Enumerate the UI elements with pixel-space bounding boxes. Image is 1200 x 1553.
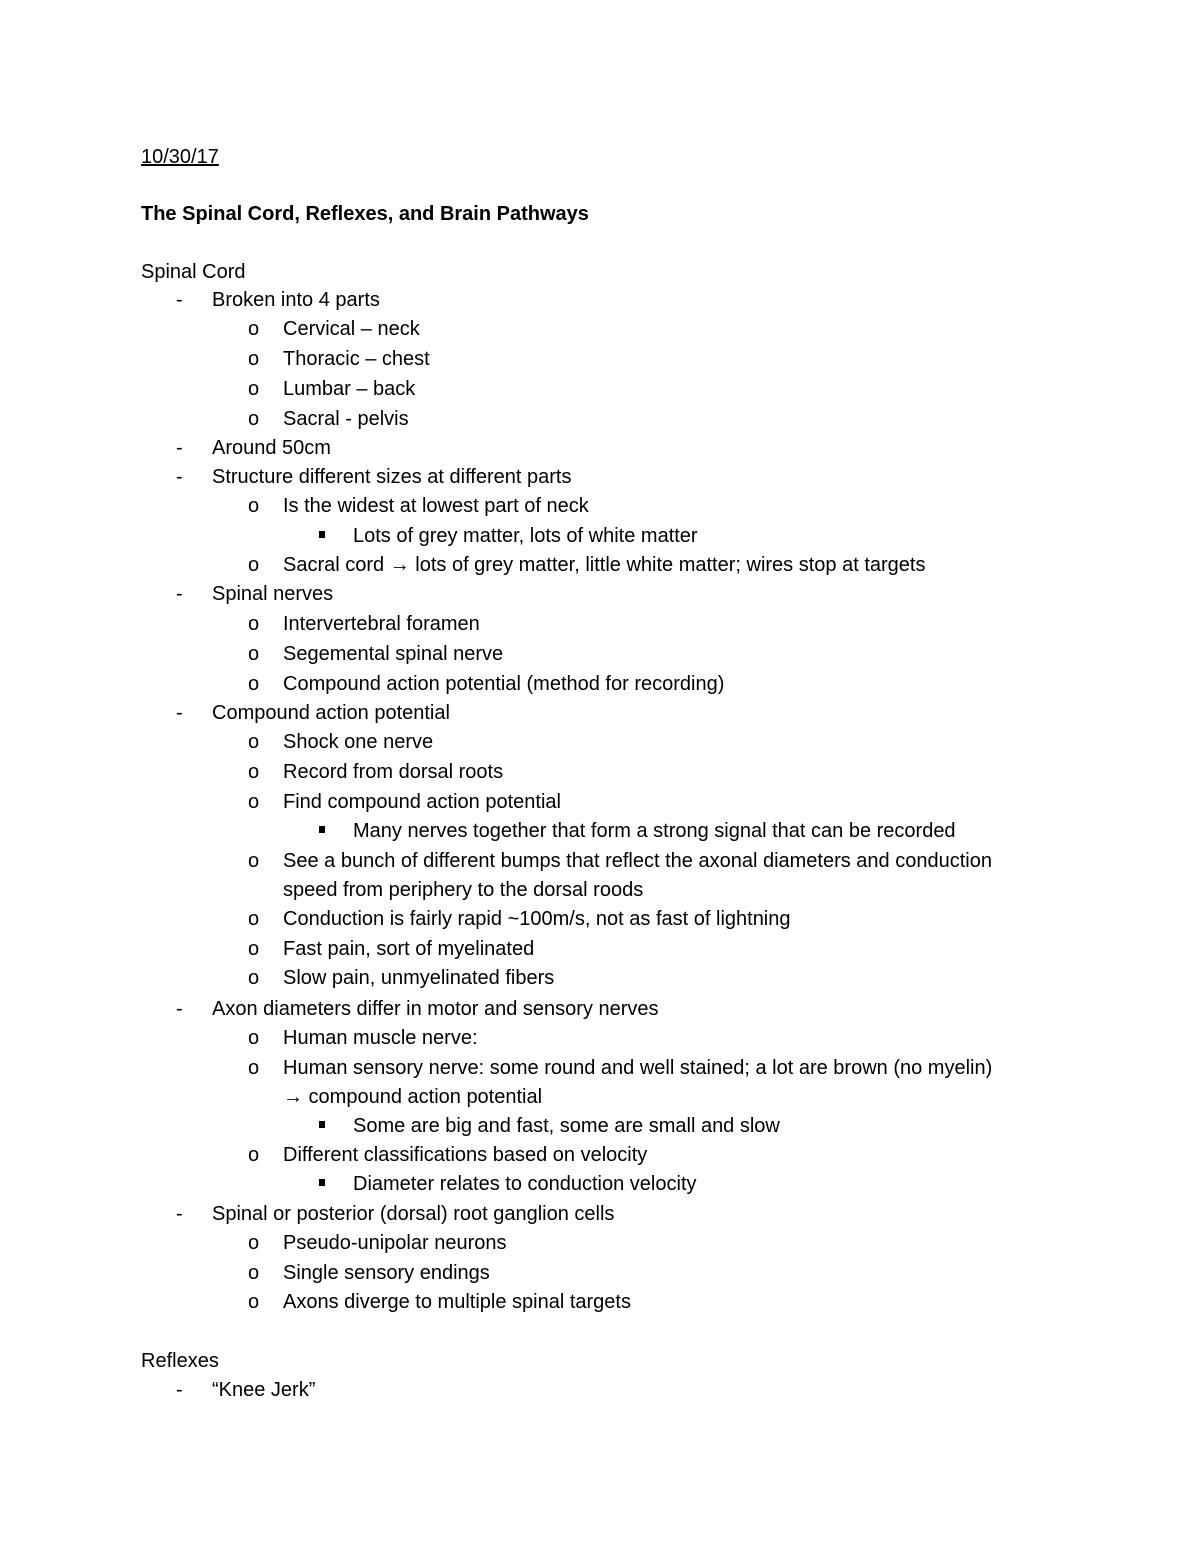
circle-bullet-icon: o xyxy=(248,554,260,576)
list-item: Segemental spinal nerve xyxy=(283,643,504,665)
section-heading: Reflexes xyxy=(141,1350,219,1372)
list-item: Slow pain, unmyelinated fibers xyxy=(283,967,555,989)
list-item: Axon diameters differ in motor and sensory nerves xyxy=(212,998,659,1020)
list-item: Sacral - pelvis xyxy=(283,408,409,430)
dash-bullet-icon: - xyxy=(176,437,183,459)
circle-bullet-icon: o xyxy=(248,1291,260,1313)
circle-bullet-icon: o xyxy=(248,791,260,813)
circle-bullet-icon: o xyxy=(248,348,260,370)
list-item: “Knee Jerk” xyxy=(212,1379,316,1401)
list-item: Shock one nerve xyxy=(283,731,434,753)
list-item: Some are big and fast, some are small and slow xyxy=(353,1115,780,1137)
list-item: Around 50cm xyxy=(212,437,331,459)
circle-bullet-icon: o xyxy=(248,850,260,872)
circle-bullet-icon: o xyxy=(248,643,260,665)
circle-bullet-icon: o xyxy=(248,761,260,783)
list-item: Sacral cord → lots of grey matter, little white matter; wires stop at targets xyxy=(283,554,926,576)
circle-bullet-icon: o xyxy=(248,731,260,753)
list-item: Fast pain, sort of myelinated xyxy=(283,938,535,960)
square-bullet-icon xyxy=(319,826,325,833)
list-item: See a bunch of different bumps that reflect the axonal diameters and conduction xyxy=(283,850,992,872)
list-item: Diameter relates to conduction velocity xyxy=(353,1173,697,1195)
list-item: Single sensory endings xyxy=(283,1262,490,1284)
dash-bullet-icon: - xyxy=(176,289,183,311)
list-item: Many nerves together that form a strong signal that can be recorded xyxy=(353,820,956,842)
list-item: Compound action potential (method for recording) xyxy=(283,673,725,695)
dash-bullet-icon: - xyxy=(176,998,183,1020)
list-item: Intervertebral foramen xyxy=(283,613,480,635)
section-heading: Spinal Cord xyxy=(141,261,246,283)
document-date: 10/30/17 xyxy=(141,146,219,168)
dash-bullet-icon: - xyxy=(176,1203,183,1225)
list-item: Thoracic – chest xyxy=(283,348,430,370)
circle-bullet-icon: o xyxy=(248,673,260,695)
list-item: Axons diverge to multiple spinal targets xyxy=(283,1291,631,1313)
list-item: Spinal nerves xyxy=(212,583,334,605)
list-item: Pseudo-unipolar neurons xyxy=(283,1232,507,1254)
list-item: Structure different sizes at different parts xyxy=(212,466,572,488)
document-title: The Spinal Cord, Reflexes, and Brain Pathways xyxy=(141,203,589,225)
dash-bullet-icon: - xyxy=(176,702,183,724)
list-item-continuation: → compound action potential xyxy=(283,1086,543,1108)
list-item: Spinal or posterior (dorsal) root ganglion cells xyxy=(212,1203,615,1225)
circle-bullet-icon: o xyxy=(248,378,260,400)
list-item: Record from dorsal roots xyxy=(283,761,504,783)
list-item: Lots of grey matter, lots of white matter xyxy=(353,525,698,547)
circle-bullet-icon: o xyxy=(248,613,260,635)
circle-bullet-icon: o xyxy=(248,1057,260,1079)
circle-bullet-icon: o xyxy=(248,938,260,960)
circle-bullet-icon: o xyxy=(248,967,260,989)
dash-bullet-icon: - xyxy=(176,583,183,605)
list-item: Is the widest at lowest part of neck xyxy=(283,495,589,517)
circle-bullet-icon: o xyxy=(248,1232,260,1254)
circle-bullet-icon: o xyxy=(248,1262,260,1284)
list-item: Human muscle nerve: xyxy=(283,1027,478,1049)
list-item: Broken into 4 parts xyxy=(212,289,380,311)
list-item: Lumbar – back xyxy=(283,378,416,400)
square-bullet-icon xyxy=(319,531,325,538)
list-item: Compound action potential xyxy=(212,702,450,724)
circle-bullet-icon: o xyxy=(248,1144,260,1166)
dash-bullet-icon: - xyxy=(176,1379,183,1401)
dash-bullet-icon: - xyxy=(176,466,183,488)
circle-bullet-icon: o xyxy=(248,1027,260,1049)
circle-bullet-icon: o xyxy=(248,408,260,430)
list-item-continuation: speed from periphery to the dorsal roods xyxy=(283,879,644,901)
circle-bullet-icon: o xyxy=(248,908,260,930)
square-bullet-icon xyxy=(319,1121,325,1128)
circle-bullet-icon: o xyxy=(248,318,260,340)
list-item: Find compound action potential xyxy=(283,791,561,813)
square-bullet-icon xyxy=(319,1179,325,1186)
list-item: Cervical – neck xyxy=(283,318,420,340)
circle-bullet-icon: o xyxy=(248,495,260,517)
list-item: Human sensory nerve: some round and well stained; a lot are brown (no myelin) xyxy=(283,1057,993,1079)
list-item: Conduction is fairly rapid ~100m/s, not as fast of lightning xyxy=(283,908,791,930)
list-item: Different classifications based on velocity xyxy=(283,1144,648,1166)
